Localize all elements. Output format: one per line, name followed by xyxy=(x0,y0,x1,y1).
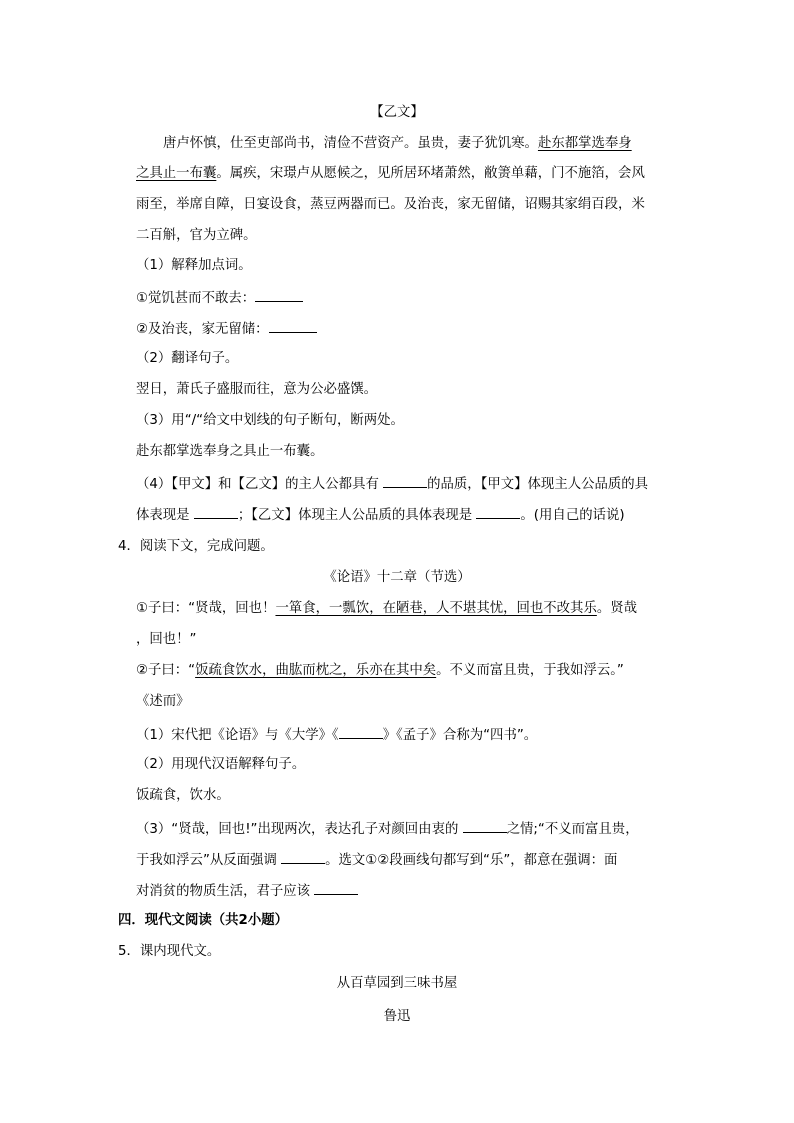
passage-text: 《述而》 xyxy=(136,694,190,709)
lunyu-question-3-line1 xyxy=(136,818,794,840)
answer-blank[interactable] xyxy=(194,504,238,519)
question-text: （3）用“/“给文中划线的句子断句，断两处。 xyxy=(136,413,404,428)
question-1 xyxy=(136,256,794,276)
yi-heading-text: 【乙文】 xyxy=(370,105,424,120)
article-author xyxy=(0,1007,794,1027)
lunyu-question-2-sentence xyxy=(136,786,794,806)
question-number-text: 4．阅读下文，完成问题。 xyxy=(118,539,274,554)
passage-text: 。不义而富且贵，于我如浮云。” xyxy=(436,663,624,678)
yi-text: 雨至，举席自障，日宴设食，蒸豆两器而已。及治丧，家无留储，诏赐其家绢百段，米 xyxy=(136,197,645,212)
question-text: （3）“贤哉，回也!”出现两次，表达孔子对颜回由衷的 xyxy=(136,822,463,837)
article-title xyxy=(0,974,794,994)
answer-blank[interactable] xyxy=(383,473,427,488)
section-heading-text: 四．现代文阅读（共2小题） xyxy=(118,913,289,928)
lunyu-line2 xyxy=(136,630,794,650)
question-text: 》《孟子》合称为“四书”。 xyxy=(382,728,538,743)
question-text: （2）用现代汉语解释句子。 xyxy=(136,757,306,772)
passage-text: ，回也！” xyxy=(136,632,197,647)
question-2 xyxy=(136,349,794,369)
answer-blank[interactable] xyxy=(476,504,520,519)
question-4-line1 xyxy=(136,473,794,495)
sentence-text: 饭疏食，饮水。 xyxy=(136,788,230,803)
yi-text: 唐卢怀慎，仕至吏部尚书，清俭不营资产。虽贵，妻子犹饥寒。 xyxy=(163,136,538,151)
question-text: 对消贫的物质生活，君子应该 xyxy=(136,884,315,899)
question-text: ②及治丧，家无留储： xyxy=(136,322,269,337)
question-1a xyxy=(136,287,794,309)
yi-para-line2 xyxy=(136,164,794,184)
question-text: 之情;“不义而富且贵， xyxy=(506,822,639,837)
question-text: ①觉饥甚而不敢去： xyxy=(136,291,256,306)
answer-blank[interactable] xyxy=(339,724,383,739)
lunyu-question-2 xyxy=(136,755,794,775)
question-text: 于我如浮云”从反面强调 xyxy=(136,853,282,868)
question-text: （1）宋代把《论语》与《大学》《 xyxy=(136,728,339,743)
lunyu-line1 xyxy=(136,599,794,619)
question-number-4 xyxy=(118,537,794,557)
title-text: 《论语》十二章（节选） xyxy=(323,570,471,585)
lunyu-line3 xyxy=(136,661,794,681)
author-text: 鲁迅 xyxy=(383,1009,411,1024)
passage-text: 。贤哉 xyxy=(596,601,638,616)
yi-text: 二百斛，官为立碑。 xyxy=(136,228,257,243)
passage-text: ①子曰：“贤哉，回也！ xyxy=(136,601,276,616)
question-text: （1）解释加点词。 xyxy=(136,258,252,273)
yi-para-line3 xyxy=(136,195,794,215)
sentence-text: 翌日，萧氏子盛服而往，意为公必盛馔。 xyxy=(136,382,378,397)
yi-underlined-text: 赴东都掌选奉身 xyxy=(537,136,632,151)
question-3 xyxy=(136,411,794,431)
lunyu-question-3-line2 xyxy=(136,849,794,871)
sentence-text: 赴东都掌选奉身之具止一布囊。 xyxy=(136,444,324,459)
lunyu-title xyxy=(0,568,794,588)
yi-para-line1 xyxy=(163,134,794,154)
question-text: 。(用自己的话说) xyxy=(520,508,625,523)
yi-para-line4 xyxy=(136,226,794,246)
question-text: ；【乙文】体现主人公品质的具体表现是 xyxy=(237,508,477,523)
question-text: 的品质，【甲文】体现主人公品质的具 xyxy=(427,477,649,492)
answer-blank[interactable] xyxy=(314,880,358,895)
question-text: （2）翻译句子。 xyxy=(136,351,239,366)
answer-blank[interactable] xyxy=(463,818,507,833)
answer-blank[interactable] xyxy=(281,849,325,864)
passage-underlined-text: 一箪食，一瓢饮，在陋巷，人不堪其忧，回也不改其乐 xyxy=(275,601,597,616)
question-text: （4）【甲文】和【乙文】的主人公都具有 xyxy=(136,477,384,492)
answer-blank[interactable] xyxy=(269,318,317,333)
question-1b xyxy=(136,318,794,340)
answer-blank[interactable] xyxy=(255,287,303,302)
section-heading xyxy=(118,911,794,931)
question-3-sentence xyxy=(136,442,794,462)
yi-heading xyxy=(0,103,794,123)
title-text: 从百草园到三味书屋 xyxy=(336,976,458,991)
question-text: 体表现是 xyxy=(136,508,194,523)
question-2-sentence xyxy=(136,380,794,400)
passage-text: ②子曰：“ xyxy=(136,663,196,678)
lunyu-question-1 xyxy=(136,724,794,746)
question-text: 。选文①②段画线句都写到“乐”，都意在强调：面 xyxy=(325,853,618,868)
question-number-text: 5．课内现代文。 xyxy=(118,944,221,959)
question-4-line2 xyxy=(136,504,794,526)
yi-text: 。属疾，宋璟卢从愿候之，见所居环堵萧然，敝箦单藉，门不施箔，会风 xyxy=(216,166,645,181)
question-number-5 xyxy=(118,942,794,962)
lunyu-line4 xyxy=(136,692,794,712)
lunyu-question-3-line3 xyxy=(136,880,794,902)
yi-underlined-text: 之具止一布囊 xyxy=(136,166,217,181)
passage-underlined-text: 饭疏食饮水，曲肱而枕之，乐亦在其中矣 xyxy=(195,663,437,678)
